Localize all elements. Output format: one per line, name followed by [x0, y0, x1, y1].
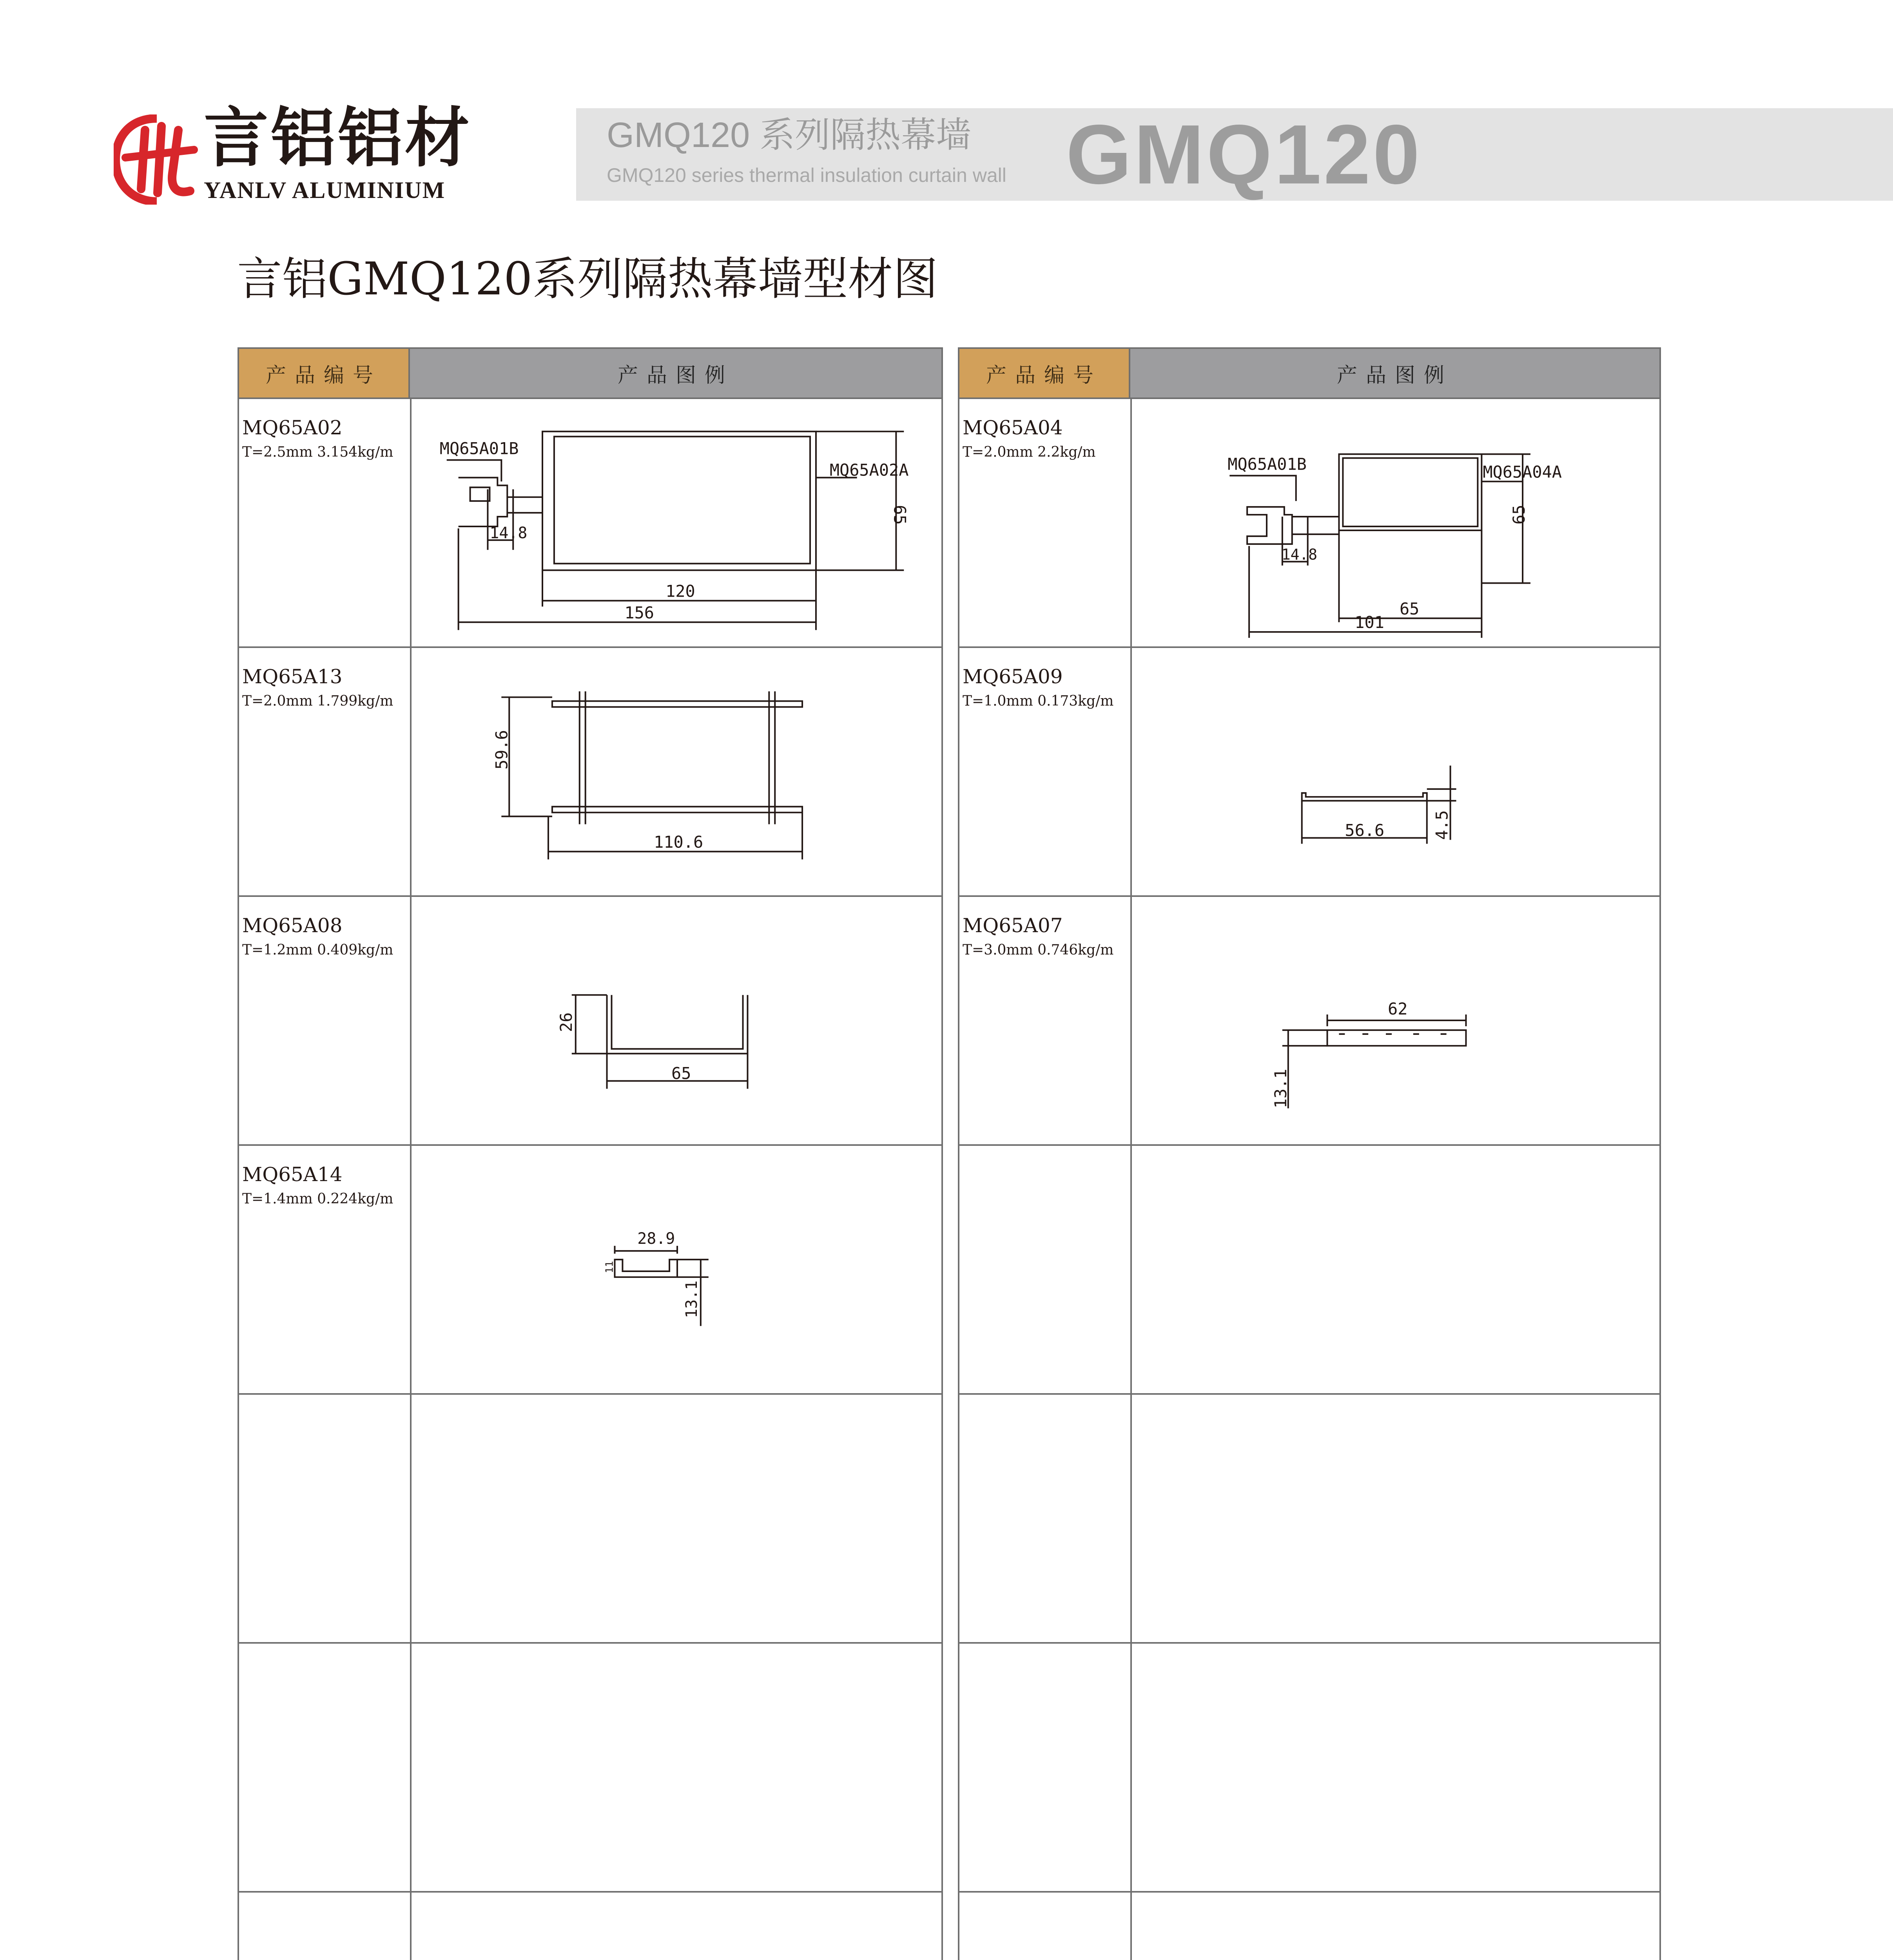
table-row	[959, 646, 1659, 895]
table-row	[239, 1144, 941, 1393]
brand-name-en: YANLV ALUMINIUM	[204, 177, 446, 203]
profile-drawing-mq65a07	[1132, 897, 1659, 1144]
table-row	[239, 646, 941, 895]
profile-drawing-mq65a13	[412, 648, 941, 895]
table-row	[959, 895, 1659, 1144]
dim-label: 65	[671, 1063, 691, 1083]
profile-drawing-mq65a02	[412, 399, 941, 646]
dim-label: 110.6	[654, 832, 704, 852]
table-row	[239, 895, 941, 1144]
product-code: MQ65A14	[242, 1163, 343, 1186]
dim-label: 4.5	[1432, 810, 1452, 840]
dim-label: 120	[665, 581, 695, 601]
dim-label: 14.8	[490, 524, 528, 542]
header-product-figure: 产品图例	[410, 349, 941, 397]
logo-icon	[114, 114, 200, 205]
product-code: MQ65A02	[242, 416, 343, 439]
product-code: MQ65A13	[242, 665, 343, 688]
dim-label: 65	[890, 505, 910, 525]
product-spec: T=1.0mm 0.173kg/m	[963, 693, 1114, 709]
profile-drawing	[1132, 648, 1659, 895]
profile-table-left	[238, 347, 943, 1960]
series-code: GMQ120	[1066, 107, 1422, 201]
table-row-empty	[959, 1642, 1659, 1891]
table-row	[239, 397, 941, 646]
table-row-empty	[239, 1642, 941, 1891]
table-row-empty	[959, 1891, 1659, 1960]
profile-drawing	[412, 648, 941, 895]
product-spec: T=2.0mm 1.799kg/m	[242, 693, 393, 709]
table-row-empty	[959, 1144, 1659, 1393]
dim-label: 14.8	[1281, 546, 1318, 563]
series-title-en: GMQ120 series thermal insulation curtain wall	[607, 164, 1006, 186]
dim-label: 156	[624, 603, 655, 622]
dim-label: 11	[604, 1261, 616, 1273]
header-product-figure: 产品图例	[1130, 349, 1659, 397]
profile-drawing-mq65a14	[412, 1146, 941, 1393]
product-spec: T=2.5mm 3.154kg/m	[242, 444, 393, 460]
dim-label: 65	[1509, 505, 1529, 524]
product-code: MQ65A04	[963, 416, 1063, 439]
product-code: MQ65A07	[963, 914, 1063, 937]
label-b: MQ65A04A	[1483, 462, 1562, 482]
label-a: MQ65A01B	[439, 439, 519, 458]
dim-label: 65	[1399, 599, 1420, 619]
table-row	[959, 397, 1659, 646]
profile-drawing	[1132, 399, 1659, 646]
label-b: MQ65A02A	[829, 460, 909, 480]
profile-drawing	[412, 399, 941, 646]
dim-label: 59.6	[492, 730, 511, 770]
dim-label: 26	[556, 1012, 576, 1032]
product-spec: T=2.0mm 2.2kg/m	[963, 444, 1096, 460]
header-product-code: 产品编号	[239, 349, 410, 397]
product-spec: T=3.0mm 0.746kg/m	[963, 942, 1114, 958]
table-row-empty	[239, 1891, 941, 1960]
profile-drawing	[412, 1146, 941, 1393]
product-spec: T=1.2mm 0.409kg/m	[242, 942, 393, 958]
dim-label: 13.1	[1271, 1069, 1290, 1109]
dim-label: 56.6	[1345, 820, 1385, 840]
series-title-cn: GMQ120 系列隔热幕墙	[607, 116, 972, 155]
dim-label: 28.9	[637, 1230, 675, 1248]
dim-label: 101	[1354, 613, 1384, 632]
table-row-empty	[959, 1393, 1659, 1642]
profile-table-right	[958, 347, 1661, 1960]
profile-drawing-mq65a09	[1132, 648, 1659, 895]
profile-drawing-mq65a08	[412, 897, 941, 1144]
profile-drawing-mq65a04	[1132, 399, 1659, 646]
product-code: MQ65A09	[963, 665, 1063, 688]
table-row-empty	[239, 1393, 941, 1642]
brand-name-cn: 言铝铝材	[204, 100, 472, 176]
header-product-code: 产品编号	[959, 349, 1130, 397]
product-spec: T=1.4mm 0.224kg/m	[242, 1191, 393, 1207]
page-title: 言铝GMQ120系列隔热幕墙型材图	[237, 253, 938, 305]
label-a: MQ65A01B	[1228, 454, 1307, 474]
profile-drawing	[412, 897, 941, 1144]
product-code: MQ65A08	[242, 914, 343, 937]
profile-drawing	[1132, 897, 1659, 1144]
dim-label: 13.1	[682, 1280, 701, 1318]
dim-label: 62	[1388, 999, 1408, 1019]
logo-mark-shape	[116, 118, 194, 201]
